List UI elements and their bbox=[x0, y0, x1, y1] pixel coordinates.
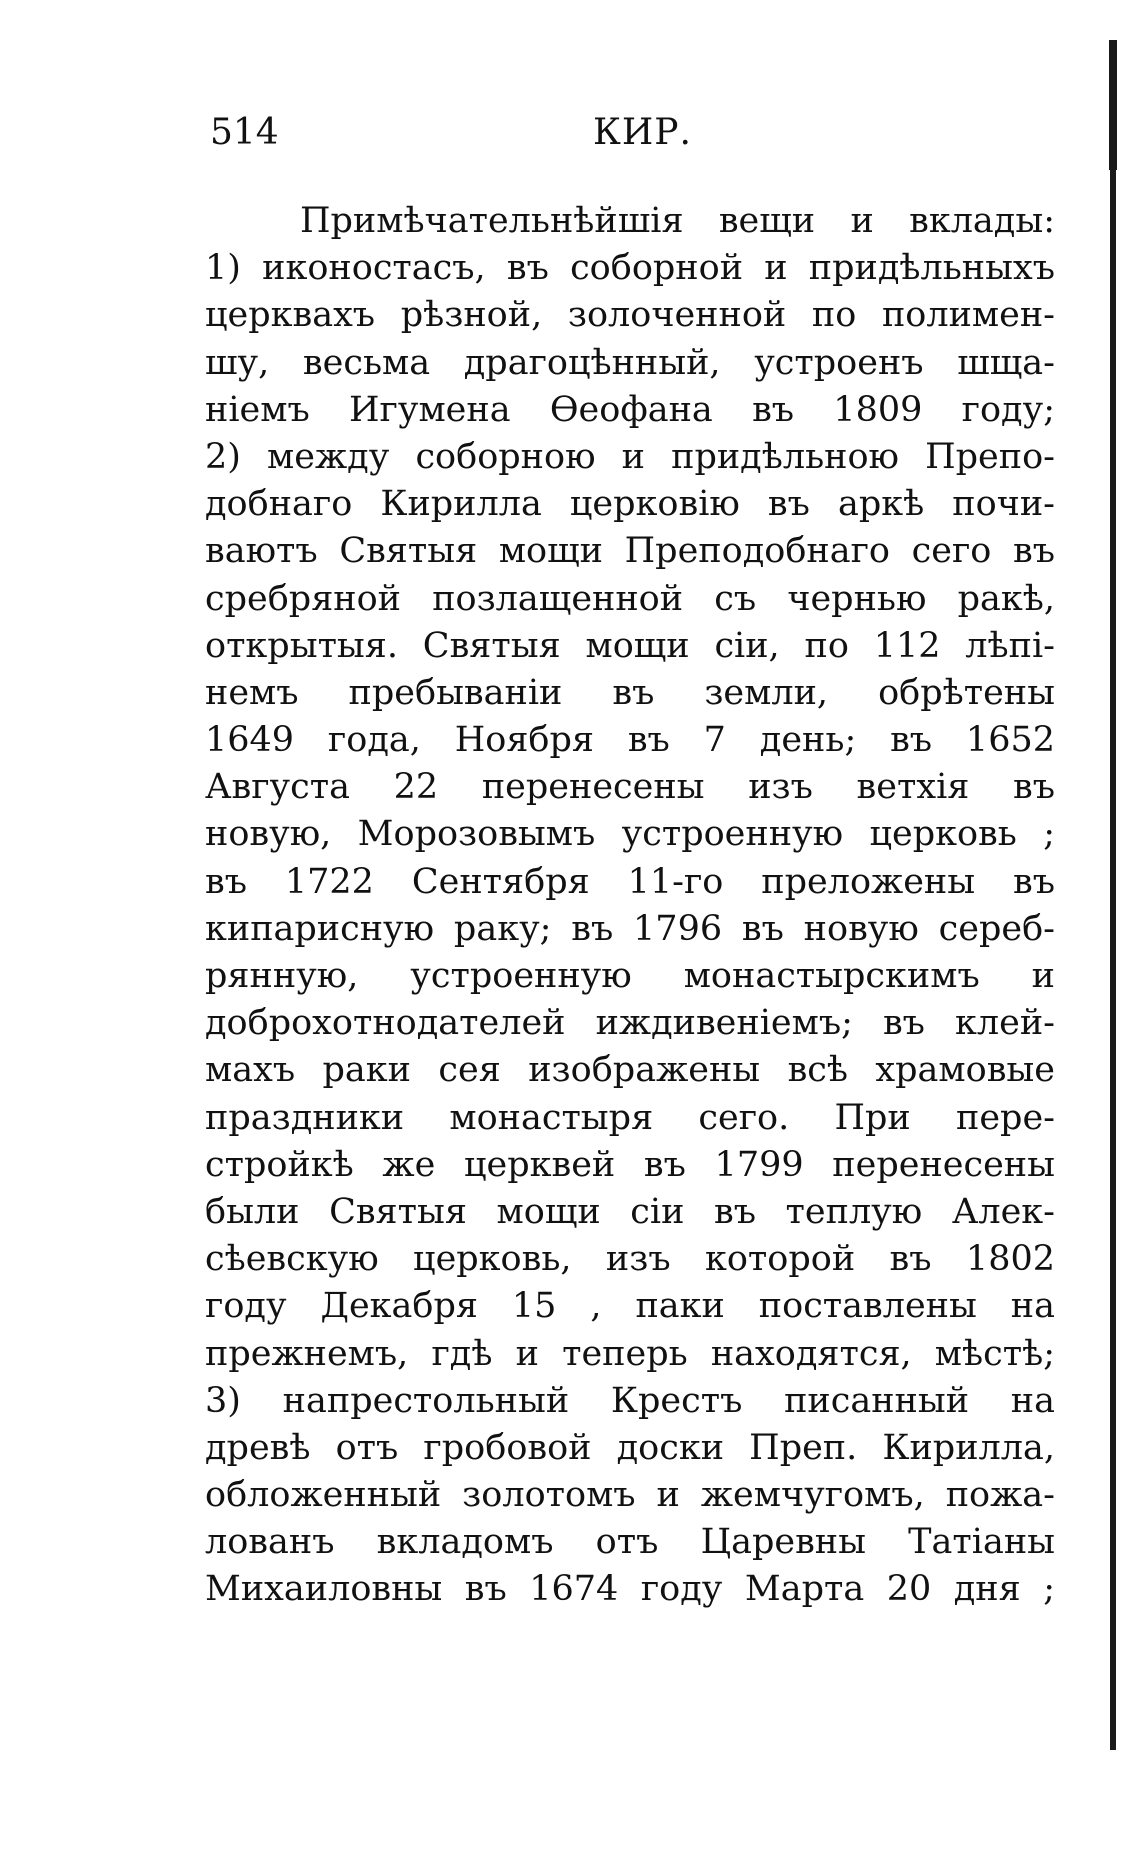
page-edge-line bbox=[1110, 40, 1116, 1750]
text-line: обложенный золотомъ и жемчугомъ, пожа- bbox=[205, 1475, 1055, 1516]
body-text bbox=[205, 198, 1055, 1614]
running-head: КИР. bbox=[593, 112, 692, 153]
text-line: сѣевскую церковь, изъ которой въ 1802 bbox=[205, 1239, 1055, 1280]
text-line: стройкѣ же церквей въ 1799 перенесены bbox=[205, 1144, 1055, 1185]
text-line: 3) напрестольный Крестъ писанный на bbox=[205, 1380, 1055, 1421]
text-line: добнаго Кирилла церковію въ аркѣ почи- bbox=[205, 484, 1055, 525]
text-line: церквахъ рѣзной, золоченной по полимен- bbox=[205, 295, 1055, 336]
text-line: открытыя. Святыя мощи сіи, по 112 лѣпі- bbox=[205, 625, 1055, 666]
text-line: шу, весьма драгоцѣнный, устроенъ шща- bbox=[205, 342, 1055, 383]
text-line: году Декабря 15 , паки поставлены на bbox=[205, 1286, 1055, 1327]
text-line: доброхотнодателей иждивеніемъ; въ клей- bbox=[205, 1003, 1055, 1044]
text-line: 1) иконостасъ, въ соборной и придѣльныхъ bbox=[205, 248, 1055, 289]
text-line: были Святыя мощи сіи въ теплую Алек- bbox=[205, 1191, 1055, 1232]
text-line: въ 1722 Сентября 11-го преложены въ bbox=[205, 861, 1055, 902]
page-number: 514 bbox=[210, 112, 279, 153]
page-edge-line-top bbox=[1109, 40, 1117, 170]
text-line: 2) между соборною и придѣльною Препо- bbox=[205, 436, 1055, 477]
text-line: древѣ отъ гробовой доски Преп. Кирилла, bbox=[205, 1427, 1055, 1468]
text-line: немъ пребываніи въ земли, обрѣтены bbox=[205, 672, 1055, 713]
text-line: ваютъ Святыя мощи Преподобнаго сего въ bbox=[205, 531, 1055, 572]
text-line: Августа 22 перенесены изъ ветхія въ bbox=[205, 767, 1055, 808]
text-line: кипарисную раку; въ 1796 въ новую сереб- bbox=[205, 908, 1055, 949]
text-line: праздники монастыря сего. При пере- bbox=[205, 1097, 1055, 1138]
text-line: рянную, устроенную монастырскимъ и bbox=[205, 956, 1055, 996]
text-line: 1649 года, Ноября въ 7 день; въ 1652 bbox=[205, 720, 1055, 761]
text-line: сребряной позлащенной съ чернью ракѣ, bbox=[205, 578, 1055, 619]
text-line: лованъ вкладомъ отъ Царевны Татіаны bbox=[205, 1522, 1055, 1563]
text-line: ніемъ Игумена Ѳеофана въ 1809 году; bbox=[205, 389, 1055, 430]
text-line: новую, Морозовымъ устроенную церковь ; bbox=[205, 814, 1055, 855]
text-line: Примѣчательнѣйшія вещи и вклады: bbox=[300, 201, 1055, 241]
text-line: прежнемъ, гдѣ и теперь находятся, мѣстѣ; bbox=[205, 1333, 1055, 1374]
text-line: Михаиловны въ 1674 году Марта 20 дня ; bbox=[205, 1569, 1055, 1610]
text-line: махъ раки сея изображены всѣ храмовые bbox=[205, 1050, 1055, 1091]
page-header bbox=[210, 103, 1010, 163]
